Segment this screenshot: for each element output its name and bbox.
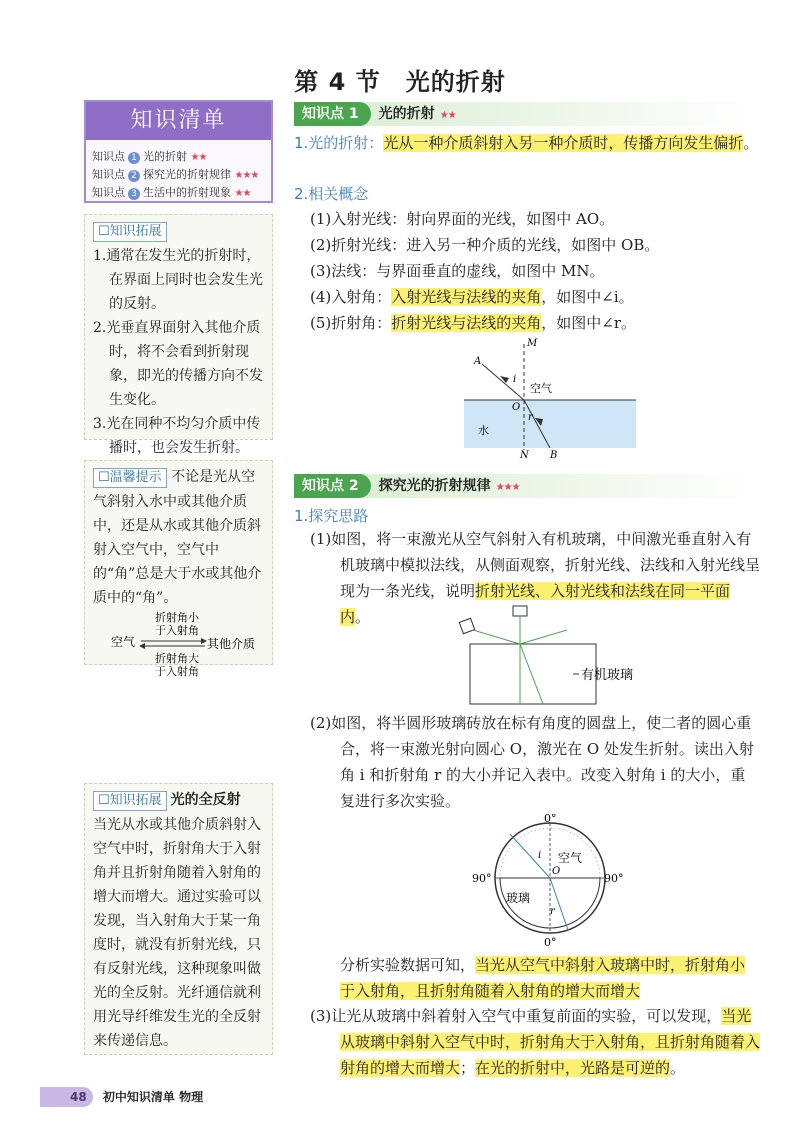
total-reflection-text: 当光从水或其他介质斜射入空气中时，折射角大于入射角并且折射角随着入射角的增大而增大。通过实验可以发现，当入射角大于某一角度时，就没有折射光线，只有反射光线，这种现象叫做光的全反射。光纤通信就利用光导纤维发生光的全反射来传递信息。: [93, 817, 261, 1049]
arrow-icon: [500, 376, 509, 383]
exploration-paragraph-2: (2)如图，将半圆形玻璃砖放在标有角度的圆盘上，使二者的圆心重合，将一束激光射向圆心 O，激光在 O 处发生折射。读出入射角 i 和折射角 r 的大小并记入表中。改变入射角 i 的大小，重复进行多次实验。: [310, 714, 754, 810]
label-glass: 玻璃: [506, 891, 531, 905]
water-region: [464, 400, 636, 448]
knowledge-point-tag: 知识点 2: [294, 474, 371, 498]
page-title: 第 4 节 光的折射: [294, 68, 506, 96]
label-air: 空气: [558, 851, 583, 865]
concept-item: (4)入射角：入射光线与法线的夹角，如图中∠i。: [310, 288, 634, 306]
number-badge-icon: 2: [128, 170, 140, 182]
star-icon: ★★★: [495, 482, 520, 493]
extension-tag: ☐知识拓展: [93, 222, 167, 242]
exploration-paragraph-1: (1)如图，将一束激光从空气斜射入有机玻璃，中间激光垂直射入有机玻璃中模拟法线，从侧面观察，折射光线、法线和入射光线呈现为一条光线，说明折射光线、入射光线和法线在同一平面内。: [310, 530, 761, 626]
label-water: 水: [478, 424, 489, 437]
refraction-definition: 1.光的折射：光从一种介质斜射入另一种介质时，传播方向发生偏折。: [294, 134, 759, 152]
organic-glass-label: 有机玻璃: [581, 668, 634, 683]
star-icon: ★★: [234, 188, 251, 199]
knowledge-point-title: 探究光的折射规律: [378, 478, 491, 494]
label-O: O: [552, 866, 561, 877]
total-reflection-box: [84, 783, 273, 1055]
diagram-top-line2: 于入射角: [155, 624, 199, 637]
angle-comparison-diagram: [93, 610, 268, 678]
book-icon: ☐: [98, 793, 110, 808]
label-r: r: [550, 906, 555, 917]
number-badge-icon: 3: [128, 188, 140, 200]
extension-title: 光的全反射: [170, 792, 241, 808]
arrow-left-head: [139, 643, 145, 649]
label-B: B: [550, 450, 558, 460]
knowledge-list: [86, 140, 271, 202]
analysis-paragraph: 分析实验数据可知，当光从空气中斜射入玻璃中时，折射角小于入射角，且折射角随着入射角的增大而增大: [340, 956, 746, 1000]
concept-item: (1)入射光线：射向界面的光线，如图中 AO。: [310, 210, 615, 228]
star-icon: ★★: [190, 152, 207, 163]
refracted-beam: [520, 644, 543, 704]
section-heading: 1.探究思路: [294, 507, 369, 525]
label-left-90: 90°: [472, 872, 492, 885]
highlight: 折射光线与法线的夹角: [391, 314, 542, 332]
extension-tag: ☐知识拓展: [93, 791, 167, 811]
highlight: 在光的折射中，光路是可逆的: [475, 1059, 671, 1077]
highlight: 当光从玻璃中斜射入空气中时，折射角大于入射角，且折射角随着入射角的增大而增大: [340, 1007, 761, 1077]
star-icon: ★★: [439, 110, 456, 121]
label-i: i: [538, 850, 542, 861]
number-badge-icon: 1: [128, 152, 140, 164]
concept-item: (2)折射光线：进入另一种介质的光线，如图中 OB。: [310, 236, 660, 254]
organic-glass-diagram: [455, 604, 695, 708]
star-icon: ★★★: [234, 170, 259, 181]
knowledge-point-1-header: [294, 102, 756, 126]
highlight: 入射光线与法线的夹角: [391, 288, 542, 306]
highlight: 当光从空气中斜射入玻璃中时，折射角小于入射角，且折射角随着入射角的增大而增大: [340, 956, 746, 1000]
knowledge-point-tag: 知识点 1: [294, 102, 371, 126]
label-A: A: [474, 356, 482, 367]
extension-item: 2.光垂直界面射入其他介质时，将不会看到折射现象，即光的传播方向不发生变化。: [93, 320, 263, 408]
knowledge-list-box: [84, 100, 273, 203]
label-bottom-0: 0°: [544, 936, 557, 948]
concept-item: (3)法线：与界面垂直的虚线，如图中 MN。: [310, 262, 605, 280]
tip-box: [84, 460, 273, 678]
knowledge-point-title: 光的折射: [378, 106, 435, 122]
highlight: 折射光线、入射光线和法线在同一平面内: [340, 582, 731, 626]
knowledge-list-item: 知识点 3 生活中的折射现象 ★★: [92, 186, 251, 199]
section-heading: 2.相关概念: [294, 185, 369, 203]
tip-tag: ☐温馨提示: [93, 468, 167, 488]
knowledge-list-item: 知识点 2 探究光的折射规律 ★★★: [92, 168, 259, 181]
highlight: 光从一种介质斜射入另一种介质时，传播方向发生偏折: [383, 134, 744, 152]
reflected-beam: [520, 630, 567, 644]
knowledge-extension-box: [84, 214, 273, 456]
tip-text: 不论是光从空气斜射入水中或其他介质中，还是从水或其他介质斜射入空气中，空气中的“角”总是大于水或其他介质中的“角”。: [93, 469, 262, 606]
protractor-diagram: [470, 814, 630, 948]
label-i: i: [513, 374, 517, 385]
label-O: O: [512, 402, 521, 413]
diagram-left-label: 空气: [111, 635, 136, 649]
laser-side: [459, 618, 474, 633]
label-right-90: 90°: [604, 872, 624, 885]
incident-beam: [473, 630, 520, 644]
exploration-paragraph-3: (3)让光从玻璃中斜着射入空气中重复前面的实验，可以发现，当光从玻璃中斜射入空气中时，折射角大于入射角，且折射角随着入射角的增大而增大；在光的折射中，光路是可逆的。: [310, 1007, 761, 1077]
incident-ray: [482, 364, 524, 400]
book-icon: ☐: [98, 224, 110, 239]
diagram-bottom-line2: 于入射角: [155, 665, 199, 678]
label-air: 空气: [530, 382, 552, 395]
extension-item: 1.通常在发生光的折射时，在界面上同时也会发生光的反射。: [93, 248, 263, 312]
knowledge-list-item: 知识点 1 光的折射 ★★: [92, 150, 207, 163]
page-footer: [40, 1087, 340, 1107]
knowledge-point-2-header: [294, 474, 756, 498]
concept-item: (5)折射角：折射光线与法线的夹角，如图中∠r。: [310, 314, 637, 332]
label-M: M: [527, 338, 538, 349]
laser-top: [513, 606, 527, 616]
extension-item: 3.光在同种不均匀介质中传播时，也会发生折射。: [93, 416, 261, 456]
label-r: r: [528, 412, 533, 423]
knowledge-list-header: 知识清单: [86, 102, 271, 140]
label-N: N: [520, 450, 529, 460]
label-top-0: 0°: [544, 814, 557, 825]
diagram-top-line1: 折射角小: [155, 611, 199, 624]
footer-title: 初中知识清单 物理: [102, 1090, 204, 1104]
page-number: 48: [40, 1087, 93, 1107]
diagram-right-label: 其他介质: [207, 637, 256, 651]
diagram-bottom-line1: 折射角大: [155, 652, 199, 665]
refraction-diagram: [460, 336, 640, 460]
bulb-icon: ☐: [98, 470, 110, 485]
